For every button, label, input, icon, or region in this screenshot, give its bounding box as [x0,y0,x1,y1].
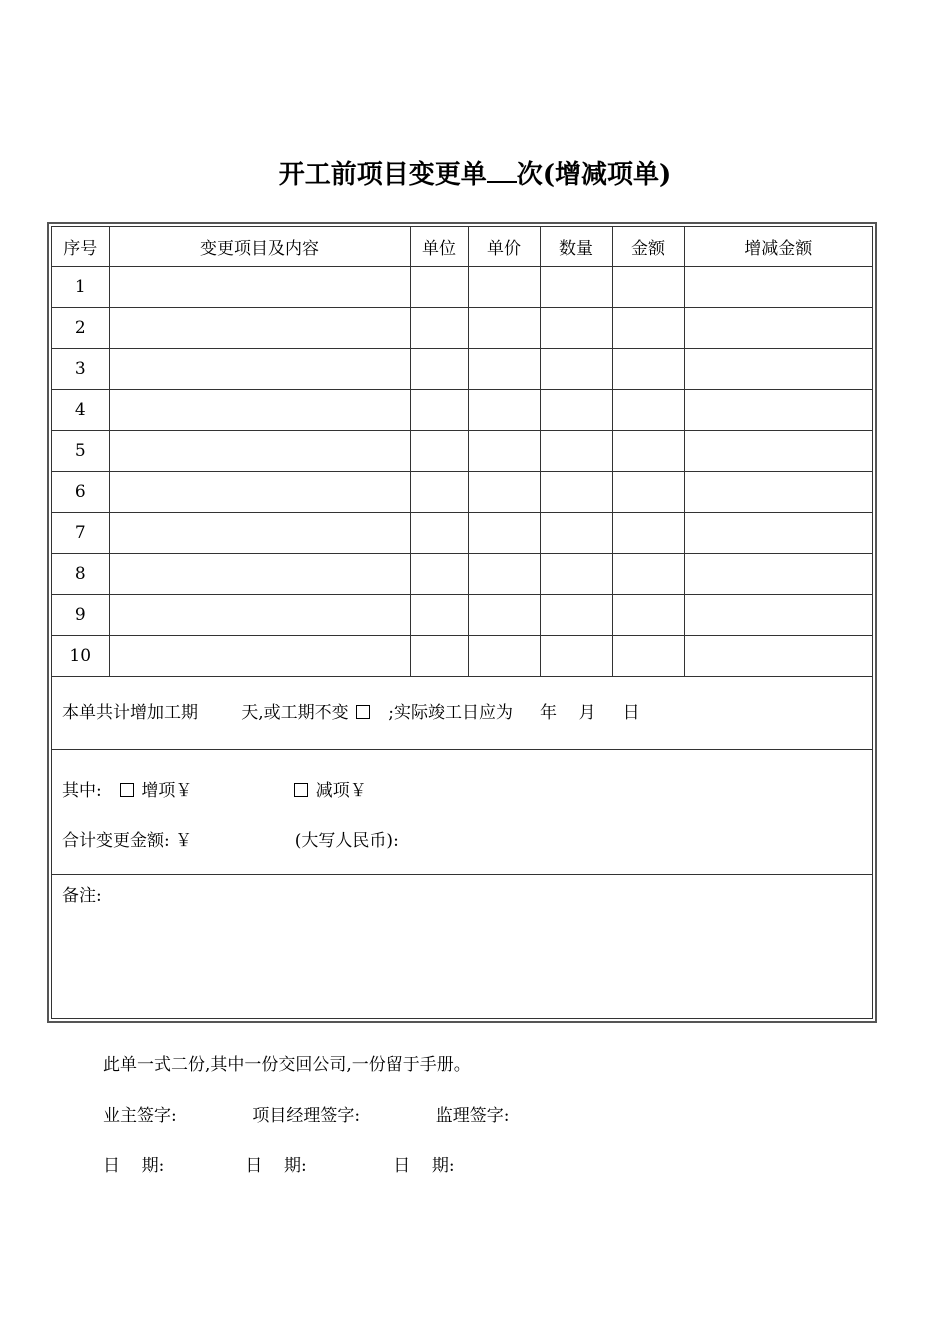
table-cell[interactable] [540,431,612,472]
table-cell[interactable] [540,472,612,513]
table-cell[interactable] [109,431,410,472]
row-index: 7 [52,513,109,554]
table-cell[interactable] [540,390,612,431]
title-suffix: 次(增减项单) [516,160,672,190]
header-change-amount: 增减金额 [684,227,872,267]
signature-line: 业主签字: 项目经理签字: 监理签字: [103,1106,510,1126]
period-text-1: 本单共计增加工期 天,或工期不变 [62,703,349,723]
table-cell[interactable] [109,472,410,513]
table-cell[interactable] [684,390,872,431]
date-line: 日 期: 日 期: 日 期: [103,1156,455,1176]
header-amount: 金额 [612,227,684,267]
table-cell[interactable] [468,308,540,349]
form-inner [51,226,873,1019]
header-item: 变更项目及内容 [109,227,410,267]
table-cell[interactable] [540,554,612,595]
row-index: 3 [52,349,109,390]
table-cell[interactable] [468,267,540,308]
table-cell[interactable] [468,554,540,595]
table-cell[interactable] [410,349,468,390]
table-cell[interactable] [612,472,684,513]
table-cell[interactable] [684,431,872,472]
table-cell[interactable] [540,595,612,636]
decrease-label: 减项￥ [310,781,367,801]
table-cell[interactable] [540,636,612,677]
remarks-section: 备注: [62,886,102,906]
header-index: 序号 [52,227,109,267]
table-row [52,390,872,431]
table-cell[interactable] [684,472,872,513]
table-header-row [52,227,872,267]
table-cell[interactable] [109,349,410,390]
table-cell[interactable] [612,636,684,677]
form-frame [47,222,877,1023]
table-row [52,595,872,636]
table-cell[interactable] [410,308,468,349]
document-title [0,154,950,191]
table-row [52,554,872,595]
table-cell[interactable] [109,390,410,431]
period-unchanged-checkbox[interactable] [356,705,370,719]
table-cell[interactable] [684,308,872,349]
table-cell[interactable] [684,554,872,595]
row-index: 5 [52,431,109,472]
row-index: 2 [52,308,109,349]
amounts-label: 其中: [62,781,118,801]
table-cell[interactable] [410,554,468,595]
table-cell[interactable] [109,595,410,636]
period-text-2: ;实际竣工日应为 年 月 日 [372,703,640,723]
table-row [52,513,872,554]
increase-decrease-line [62,776,367,801]
amounts-section [52,750,872,875]
table-cell[interactable] [612,431,684,472]
title-blank[interactable] [487,161,517,183]
increase-checkbox[interactable] [120,783,134,797]
table-cell[interactable] [468,595,540,636]
table-cell[interactable] [410,472,468,513]
table-cell[interactable] [468,349,540,390]
table-cell[interactable] [109,554,410,595]
row-index: 10 [52,636,109,677]
table-cell[interactable] [612,390,684,431]
table-cell[interactable] [540,308,612,349]
table-cell[interactable] [540,349,612,390]
decrease-checkbox[interactable] [294,783,308,797]
table-cell[interactable] [612,267,684,308]
table-row [52,636,872,677]
table-cell[interactable] [410,595,468,636]
increase-label: 增项￥ [135,781,193,801]
table-cell[interactable] [468,431,540,472]
table-cell[interactable] [468,390,540,431]
table-row [52,431,872,472]
table-cell[interactable] [109,513,410,554]
table-cell[interactable] [684,349,872,390]
copies-note: 此单一式二份,其中一份交回公司,一份留于手册。 [103,1055,471,1075]
row-index: 6 [52,472,109,513]
change-items-table [52,227,872,677]
table-cell[interactable] [684,636,872,677]
table-cell[interactable] [612,513,684,554]
header-quantity: 数量 [540,227,612,267]
table-cell[interactable] [612,308,684,349]
title-prefix: 开工前项目变更单 [278,160,487,190]
table-cell[interactable] [612,554,684,595]
table-cell[interactable] [109,636,410,677]
construction-period-section [52,677,872,750]
total-amount-line: 合计变更金额: ￥ (大写人民币): [62,831,399,851]
table-cell[interactable] [410,267,468,308]
table-cell[interactable] [410,390,468,431]
table-cell[interactable] [540,513,612,554]
table-cell[interactable] [468,513,540,554]
header-unit-price: 单价 [468,227,540,267]
table-cell[interactable] [684,267,872,308]
row-index: 4 [52,390,109,431]
table-cell[interactable] [684,513,872,554]
table-cell[interactable] [540,267,612,308]
table-cell[interactable] [468,472,540,513]
table-cell[interactable] [410,636,468,677]
table-row [52,472,872,513]
table-cell[interactable] [684,595,872,636]
row-index: 9 [52,595,109,636]
table-cell[interactable] [410,431,468,472]
table-cell[interactable] [109,308,410,349]
table-cell[interactable] [612,349,684,390]
row-index: 1 [52,267,109,308]
row-index: 8 [52,554,109,595]
table-cell[interactable] [109,267,410,308]
table-cell[interactable] [612,595,684,636]
table-cell[interactable] [410,513,468,554]
table-row [52,308,872,349]
table-row [52,349,872,390]
header-unit: 单位 [410,227,468,267]
table-row [52,267,872,308]
table-cell[interactable] [468,636,540,677]
